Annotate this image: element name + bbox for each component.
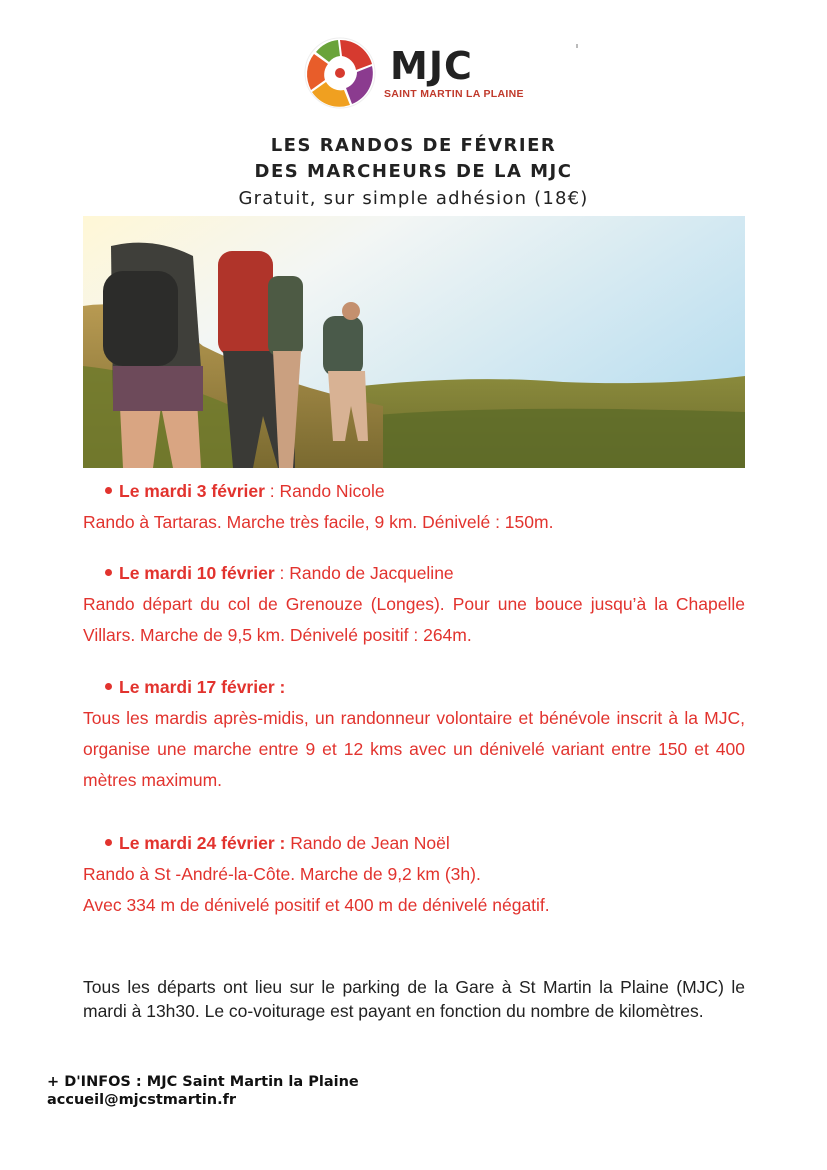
bullet-icon [105, 839, 112, 846]
event-description: Rando à Tartaras. Marche très facile, 9 km. Dénivelé : 150m. [83, 512, 554, 532]
logo-emblem-icon [300, 34, 380, 112]
event-description: Tous les mardis après-midis, un randonneur volontaire et bénévole inscrit à la MJC, organise une marche entre 9 et 12 kms avec un dénivelé variant entre 150 et 400 mètres maximum. [83, 708, 745, 790]
contact-email: accueil@mjcstmartin.fr [47, 1092, 237, 1108]
hikers-photo [83, 216, 745, 468]
event-date: Le mardi 3 février [119, 481, 265, 501]
logo-subtitle: SAINT MARTIN LA PLAINE [384, 88, 524, 100]
event-24-feb [83, 828, 745, 921]
contact-info [47, 1073, 359, 1109]
event-description-line2: Avec 334 m de dénivelé positif et 400 m de dénivelé négatif. [83, 895, 550, 915]
bullet-icon [105, 569, 112, 576]
event-date: Le mardi 17 février : [119, 677, 286, 697]
bullet-icon [105, 487, 112, 494]
contact-line: + D'INFOS : MJC Saint Martin la Plaine [47, 1074, 359, 1090]
bullet-icon [105, 683, 112, 690]
event-3-feb: Le mardi 3 février : Rando Nicole Rando à Tartaras. Marche très facile, 9 km. Dénivelé : 150m. [83, 476, 745, 538]
event-description: Rando départ du col de Grenouze (Longes). Pour une bouce jusqu’à la Chapelle Villars. Marche de 9,5 km. Dénivelé positif : 264m. [83, 594, 745, 645]
page-title-line1: LES RANDOS DE FÉVRIER [270, 135, 557, 156]
event-description-line1: Rando à St -André-la-Côte. Marche de 9,2 km (3h). [83, 864, 481, 884]
event-10-feb: Le mardi 10 février : Rando de Jacqueline Rando départ du col de Grenouze (Longes). Pour une bouce jusqu’à la Chapelle Villars. Marche de 9,5 km. Dénivelé positif : 264m. [83, 558, 745, 651]
event-name: Rando de Jacqueline [289, 563, 454, 583]
event-17-feb [83, 672, 745, 796]
event-date: Le mardi 24 février : [119, 833, 286, 853]
event-date: Le mardi 10 février [119, 563, 275, 583]
logo-name: MJC [390, 44, 473, 88]
mjc-logo [300, 34, 540, 112]
event-name: Rando de Jean Noël [290, 833, 450, 853]
page-mark [576, 44, 578, 48]
event-name: Rando Nicole [279, 481, 385, 501]
departure-info: Tous les départs ont lieu sur le parking de la Gare à St Martin la Plaine (MJC) le mardi à 13h30. Le co-voiturage est payant en fonction du nombre de kilomètres. [83, 977, 745, 1021]
page-title-line2: DES MARCHEURS DE LA MJC [254, 161, 573, 182]
page-subtitle: Gratuit, sur simple adhésion (18€) [238, 188, 589, 209]
